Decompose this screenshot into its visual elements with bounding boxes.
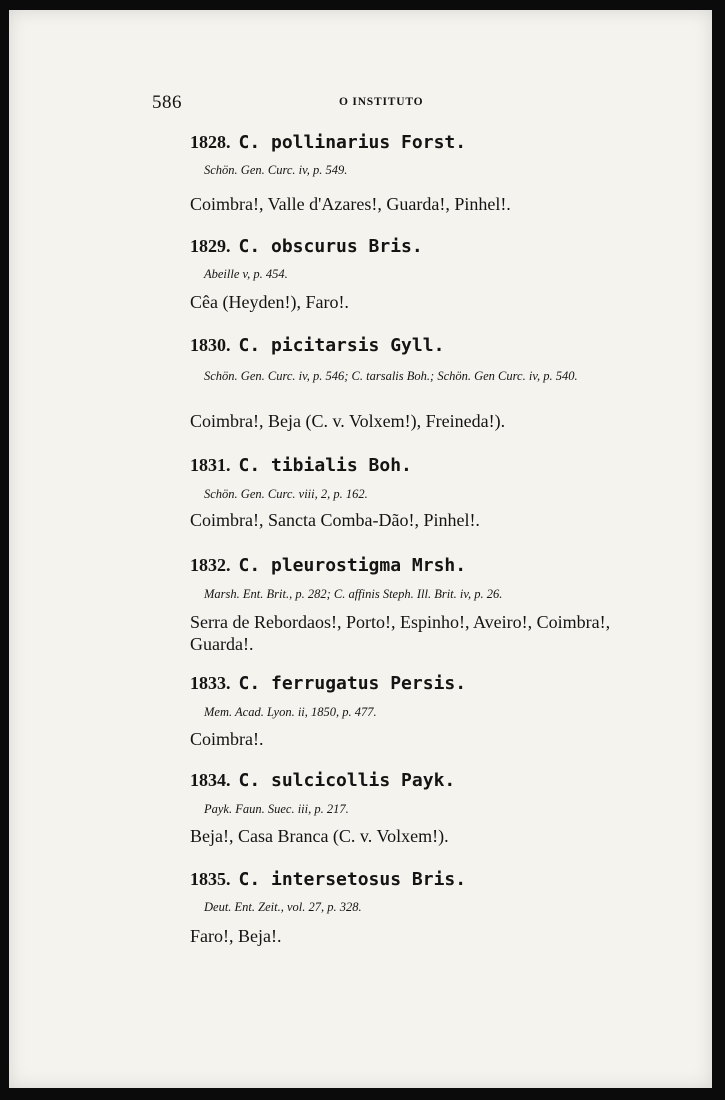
entry-heading [190, 455, 412, 476]
localities: Faro!, Beja!. [190, 926, 282, 946]
species-name: C. tibialis Boh. [238, 455, 412, 476]
paper-sheet [9, 10, 712, 1088]
localities: Coimbra!. [190, 729, 264, 749]
bibliographic-reference: Deut. Ent. Zeit., vol. 27, p. 328. [204, 900, 362, 914]
entry-number: 1834. [190, 770, 231, 790]
entry-heading [190, 335, 444, 356]
page-number: 586 [152, 92, 182, 113]
entry-number: 1830. [190, 335, 231, 355]
localities-text: Serra de Rebordaos!, Porto!, Espinho!, Aveiro!, Coimbra!, Guarda!. [190, 612, 611, 654]
species-name: C. pleurostigma Mrsh. [238, 555, 467, 576]
entry-number: 1835. [190, 869, 231, 889]
entry-number: 1831. [190, 455, 231, 475]
species-name: C. sulcicollis Payk. [238, 770, 456, 791]
bibliographic-reference: Schön. Gen. Curc. viii, 2, p. 162. [204, 487, 368, 501]
entry-number: 1832. [190, 555, 231, 575]
species-name: C. pollinarius Forst. [238, 132, 467, 153]
bibliographic-reference: Payk. Faun. Suec. iii, p. 217. [204, 802, 349, 816]
localities: Cêa (Heyden!), Faro!. [190, 292, 349, 312]
entry-number: 1829. [190, 236, 231, 256]
entry-number: 1828. [190, 132, 231, 152]
localities: Coimbra!, Beja (C. v. Volxem!), Freineda!). [190, 411, 506, 431]
localities: Coimbra!, Valle d'Azares!, Guarda!, Pinhel!. [190, 194, 511, 214]
species-name: C. intersetosus Bris. [238, 869, 467, 890]
entry-number: 1833. [190, 673, 231, 693]
bibliographic-reference: Marsh. Ent. Brit., p. 282; C. affinis Steph. Ill. Brit. iv, p. 26. [204, 587, 503, 601]
entry-heading [190, 869, 466, 890]
bibliographic-reference: Schön. Gen. Curc. iv, p. 546; C. tarsalis Boh.; Schön. Gen Curc. iv, p. 540. [204, 369, 578, 383]
entry-heading [190, 770, 455, 791]
entry-heading [190, 673, 466, 694]
localities [156, 611, 632, 655]
localities: Beja!, Casa Branca (C. v. Volxem!). [190, 826, 449, 846]
entry-heading [190, 555, 466, 576]
bibliographic-reference: Schön. Gen. Curc. iv, p. 549. [204, 163, 348, 177]
entry-heading [190, 236, 423, 257]
species-name: C. ferrugatus Persis. [238, 673, 467, 694]
bibliographic-reference: Abeille v, p. 454. [204, 267, 288, 281]
localities: Coimbra!, Sancta Comba-Dão!, Pinhel!. [190, 510, 480, 530]
running-head: O INSTITUTO [339, 96, 424, 108]
entry-heading [190, 132, 466, 153]
species-name: C. picitarsis Gyll. [238, 335, 445, 356]
bibliographic-reference: Mem. Acad. Lyon. ii, 1850, p. 477. [204, 705, 377, 719]
species-name: C. obscurus Bris. [238, 236, 423, 257]
